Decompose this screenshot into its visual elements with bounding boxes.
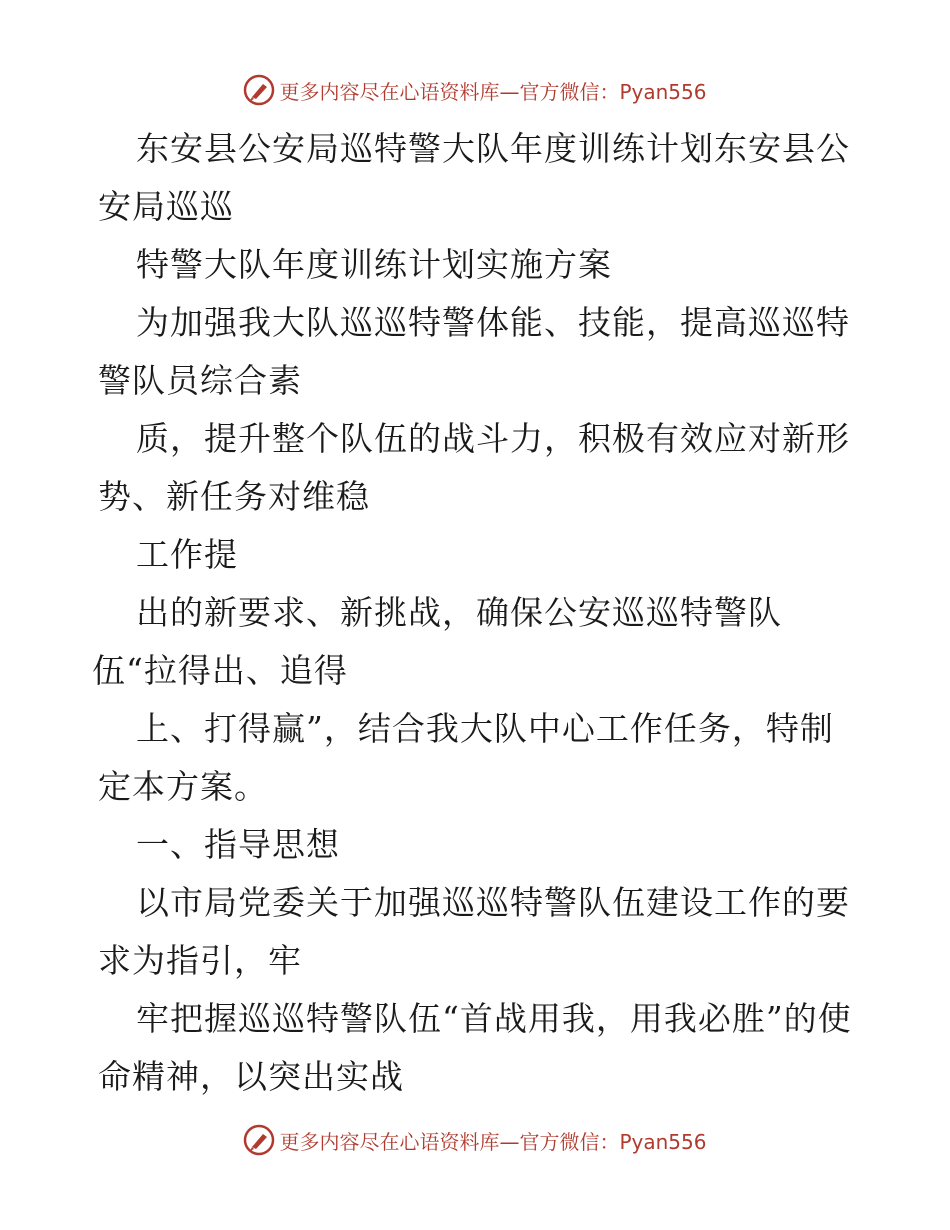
paragraph: 为加强我大队巡巡特警体能、技能，提高巡巡特警队员综合素 bbox=[98, 303, 850, 400]
watermark-banner-top bbox=[0, 70, 950, 110]
watermark-text: 更多内容尽在心语资料库—官方微信：Pyan556 bbox=[279, 79, 707, 104]
paragraph: 东安县公安局巡特警大队年度训练计划东安县公安局巡巡 bbox=[98, 129, 850, 226]
section-heading: 一、指导思想 bbox=[136, 825, 340, 864]
pen-quill-logo-icon bbox=[243, 74, 275, 106]
paragraph: 工作提 bbox=[136, 535, 238, 574]
watermark-banner-bottom bbox=[0, 1120, 950, 1160]
paragraph: 上、打得赢”，结合我大队中心工作任务，特制定本方案。 bbox=[98, 709, 834, 806]
paragraph: 伍“拉得出、追得 bbox=[92, 651, 348, 690]
paragraph: 牢把握巡巡特警队伍“首战用我，用我必胜”的使命精神，以突出实战 bbox=[98, 999, 852, 1096]
paragraph: 特警大队年度训练计划实施方案 bbox=[136, 245, 612, 284]
paragraph: 质，提升整个队伍的战斗力，积极有效应对新形势、新任务对维稳 bbox=[98, 419, 850, 516]
watermark-text: 更多内容尽在心语资料库—官方微信：Pyan556 bbox=[279, 1129, 707, 1154]
document-body bbox=[92, 120, 858, 1106]
paragraph: 出的新要求、新挑战，确保公安巡巡特警队 bbox=[136, 593, 782, 632]
paragraph: 以市局党委关于加强巡巡特警队伍建设工作的要求为指引，牢 bbox=[98, 883, 850, 980]
pen-quill-logo-icon bbox=[243, 1124, 275, 1156]
